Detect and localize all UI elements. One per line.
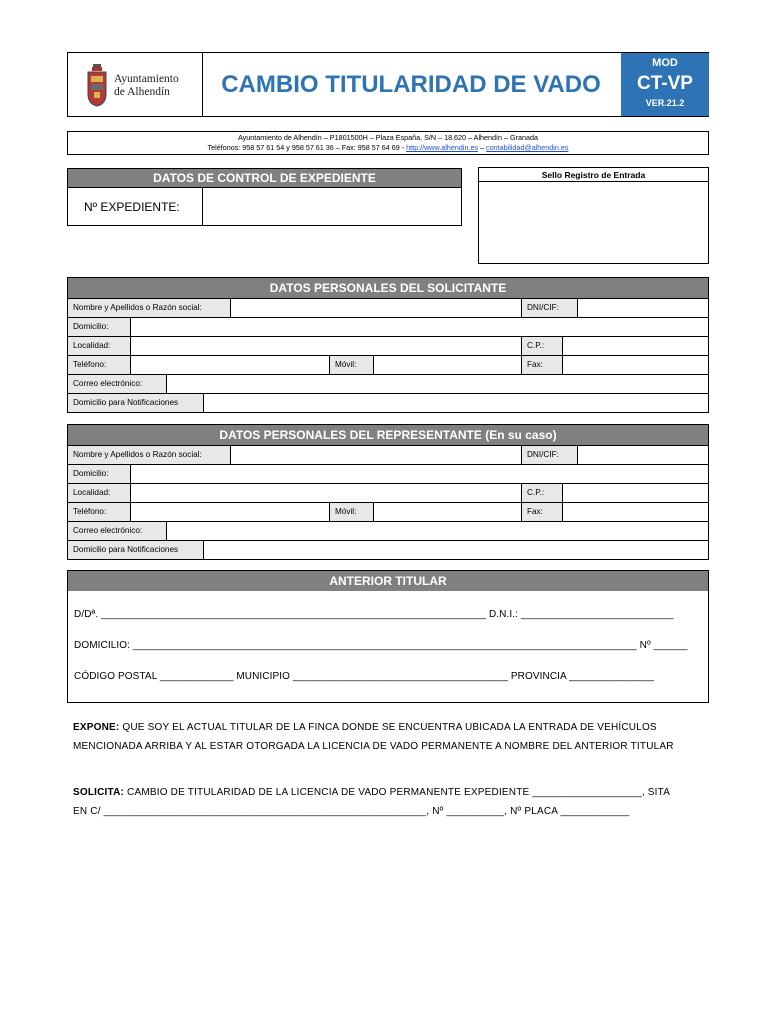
telefono-label: Teléfono: (68, 356, 131, 374)
table-row (68, 446, 708, 465)
website-link[interactable]: http://www.alhendin.es (406, 143, 479, 152)
movil-field[interactable] (374, 503, 521, 521)
anterior-heading: ANTERIOR TITULAR (68, 571, 708, 591)
table-row (68, 337, 708, 356)
fax-label: Fax: (521, 356, 563, 374)
mod-version: VER.21.2 (645, 98, 685, 108)
anterior-domicilio-line[interactable]: DOMICILIO: _________________________________________________________________________________________ Nº ______ (74, 640, 688, 651)
coat-of-arms-icon (86, 63, 108, 107)
table-row (68, 484, 708, 503)
anterior-titular-section (67, 570, 709, 703)
localidad-field[interactable] (131, 337, 521, 355)
control-section (67, 168, 462, 226)
address-line-2 (68, 143, 708, 153)
solicita-paragraph (73, 783, 703, 821)
solicitante-heading: DATOS PERSONALES DEL SOLICITANTE (68, 278, 708, 299)
correo-label: Correo electrónico: (68, 375, 167, 393)
address-separator: – (478, 143, 487, 152)
table-row (68, 375, 708, 394)
fax-field[interactable] (563, 356, 708, 374)
movil-label: Móvil: (329, 503, 374, 521)
cp-label: C.P.: (521, 337, 563, 355)
logo-line-2: de Alhendín (114, 86, 170, 98)
expone-paragraph (73, 718, 703, 756)
solicita-text-2[interactable]: EN C/ ________________________________________________________, Nº __________, Nº PLACA ____________ (73, 806, 630, 817)
fax-field[interactable] (563, 503, 708, 521)
correo-label: Correo electrónico: (68, 522, 167, 540)
correo-field[interactable] (167, 522, 708, 540)
dni-field[interactable] (578, 299, 708, 317)
domicilio-label: Domicilio: (68, 318, 131, 336)
telefono-field[interactable] (131, 356, 329, 374)
cp-field[interactable] (563, 337, 708, 355)
correo-field[interactable] (167, 375, 708, 393)
mod-badge (621, 53, 709, 116)
address-line-1: Ayuntamiento de Alhendín – P1801500H – Plaza España, S/N – 18.620 – Alhendín – Granada (238, 133, 538, 142)
dni-label: DNI/CIF: (521, 299, 578, 317)
nombre-field[interactable] (231, 446, 521, 464)
localidad-label: Localidad: (68, 337, 131, 355)
localidad-field[interactable] (131, 484, 521, 502)
expone-text-1: QUE SOY EL ACTUAL TITULAR DE LA FINCA DONDE SE ENCUENTRA UBICADA LA ENTRADA DE VEHÍCULOS (119, 722, 657, 733)
representante-heading: DATOS PERSONALES DEL REPRESENTANTE (En su caso) (68, 425, 708, 446)
notificaciones-field[interactable] (204, 541, 708, 559)
table-row (68, 522, 708, 541)
localidad-label: Localidad: (68, 484, 131, 502)
expone-text-2: MENCIONADA ARRIBA Y AL ESTAR OTORGADA LA LICENCIA DE VADO PERMANENTE A NOMBRE DEL ANTERIOR TITULAR (73, 741, 674, 752)
nombre-label: Nombre y Apellidos o Razón social: (68, 299, 231, 317)
telefono-field[interactable] (131, 503, 329, 521)
cp-label: C.P.: (521, 484, 563, 502)
solicitante-section (67, 277, 709, 413)
movil-label: Móvil: (329, 356, 374, 374)
telefono-label: Teléfono: (68, 503, 131, 521)
table-row (68, 356, 708, 375)
logo-line-1: Ayuntamiento (114, 73, 179, 85)
notificaciones-label: Domicilio para Notificaciones (68, 394, 204, 412)
nombre-field[interactable] (231, 299, 521, 317)
solicita-label: SOLICITA: (73, 787, 125, 798)
domicilio-label: Domicilio: (68, 465, 131, 483)
sello-registro-box (478, 167, 709, 264)
table-row (68, 503, 708, 522)
representante-section (67, 424, 709, 560)
table-row (68, 394, 708, 412)
phone-fax-text: Teléfonos: 958 57 61 54 y 958 57 61 36 – Fax: 958 57 64 69 - (207, 143, 407, 152)
expediente-field[interactable] (203, 187, 461, 225)
table-row (68, 318, 708, 337)
domicilio-field[interactable] (131, 465, 708, 483)
fax-label: Fax: (521, 503, 563, 521)
sello-heading: Sello Registro de Entrada (479, 168, 708, 182)
domicilio-field[interactable] (131, 318, 708, 336)
anterior-cp-line[interactable]: CÓDIGO POSTAL _____________ MUNICIPIO ______________________________________ PROVINCIA _______________ (74, 671, 655, 682)
expediente-label: Nº EXPEDIENTE: (68, 187, 203, 225)
dni-field[interactable] (578, 446, 708, 464)
table-row (68, 465, 708, 484)
address-box (67, 131, 709, 155)
table-row (68, 541, 708, 559)
nombre-label: Nombre y Apellidos o Razón social: (68, 446, 231, 464)
mod-code: CT-VP (637, 73, 693, 94)
mod-label: MOD (652, 57, 678, 69)
movil-field[interactable] (374, 356, 521, 374)
table-row (68, 299, 708, 318)
solicita-text-1[interactable]: CAMBIO DE TITULARIDAD DE LA LICENCIA DE VADO PERMANENTE EXPEDIENTE ___________________, SITA (124, 787, 671, 798)
control-heading: DATOS DE CONTROL DE EXPEDIENTE (68, 169, 461, 187)
dni-label: DNI/CIF: (521, 446, 578, 464)
anterior-nombre-line[interactable]: D/Dª. ____________________________________________________________________ D.N.I.: ___________________________ (74, 609, 674, 620)
notificaciones-label: Domicilio para Notificaciones (68, 541, 204, 559)
email-link[interactable]: contabilidad@alhendin.es (486, 143, 569, 152)
form-header (67, 52, 709, 117)
page-title: CAMBIO TITULARIDAD DE VADO (221, 70, 601, 98)
logo (68, 53, 203, 116)
notificaciones-field[interactable] (204, 394, 708, 412)
expone-label: EXPONE: (73, 722, 120, 733)
cp-field[interactable] (563, 484, 708, 502)
